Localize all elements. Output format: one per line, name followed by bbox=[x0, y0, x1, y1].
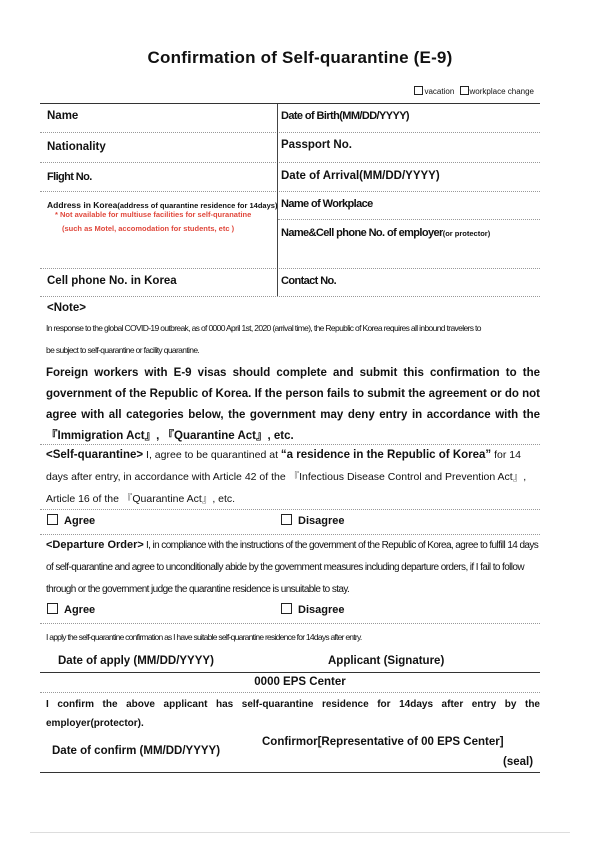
sq-disagree-checkbox[interactable] bbox=[281, 514, 292, 525]
row-divider bbox=[278, 219, 540, 220]
address-sub: (address of quarantine residence for 14days) bbox=[117, 201, 278, 210]
self-quarantine-heading: <Self-quarantine> bbox=[46, 449, 144, 461]
workplace-change-label: workplace change bbox=[469, 87, 534, 96]
section-divider bbox=[40, 692, 540, 693]
purpose-options bbox=[414, 86, 534, 96]
self-quarantine-text1: I, agree to be quarantined at bbox=[143, 449, 281, 461]
contact-label: Contact No. bbox=[281, 275, 337, 287]
address-main: Address in Korea bbox=[47, 200, 118, 210]
do-disagree-option[interactable] bbox=[281, 603, 344, 616]
employer-main: Name&Cell phone No. of employer bbox=[281, 227, 443, 239]
departure-order-heading: <Departure Order> bbox=[46, 539, 144, 551]
vacation-checkbox[interactable] bbox=[414, 86, 423, 95]
flight-label: Flight No. bbox=[47, 171, 92, 183]
note-heading: <Note> bbox=[47, 302, 86, 314]
sq-agree-checkbox[interactable] bbox=[47, 514, 58, 525]
center-name: 0000 EPS Center bbox=[254, 676, 346, 688]
departure-order-paragraph bbox=[46, 534, 546, 601]
cell-label: Cell phone No. in Korea bbox=[47, 275, 177, 287]
do-disagree-label: Disagree bbox=[298, 604, 345, 616]
address-note-1: * Not available for multiuse facilities for self-quranatine bbox=[55, 210, 252, 219]
row-divider bbox=[40, 162, 540, 163]
note-line-1: In response to the global COVID-19 outbreak, as of 0000 April 1st, 2020 (arrival time), the Republic of Korea requires all inbound travelers to bbox=[46, 323, 481, 333]
seal-label: (seal) bbox=[503, 756, 534, 768]
vacation-label: vacation bbox=[424, 87, 455, 96]
passport-label: Passport No. bbox=[281, 139, 352, 151]
apply-statement: I apply the self-quarantine confirmation as I have suitable self-quarantine residence for 14days after entry. bbox=[46, 632, 362, 642]
sq-disagree-option[interactable] bbox=[281, 514, 344, 527]
form-title: Confirmation of Self-quarantine (E-9) bbox=[147, 48, 453, 67]
self-quarantine-quote: “a residence in the Republic of Korea” bbox=[280, 449, 492, 461]
sq-agree-option[interactable] bbox=[47, 514, 95, 527]
date-of-confirm-label: Date of confirm (MM/DD/YYYY) bbox=[52, 745, 221, 757]
page-edge-line bbox=[30, 832, 570, 833]
row-divider bbox=[40, 191, 540, 192]
row-divider bbox=[40, 268, 540, 269]
departure-order-text: I, in compliance with the instructions of the government of the Republic of Korea, agree to fulfill 14 days of self-quarantine and agree to unconditionally abide by the government measures including departure orders, if I fail to follow through or the government judge the quarantine residence is unsuitable to stay. bbox=[46, 540, 539, 595]
do-agree-option[interactable] bbox=[47, 603, 95, 616]
dob-label: Date of Birth(MM/DD/YYYY) bbox=[281, 110, 410, 122]
separator-line bbox=[40, 672, 540, 673]
section-divider bbox=[40, 509, 540, 510]
do-agree-checkbox[interactable] bbox=[47, 603, 58, 614]
employer-label bbox=[281, 223, 490, 241]
table-bottom-border bbox=[40, 772, 540, 773]
date-of-apply-label: Date of apply (MM/DD/YYYY) bbox=[58, 655, 214, 667]
address-note-2: (such as Motel, accomodation for students, etc ) bbox=[62, 224, 235, 233]
note-bold-paragraph: Foreign workers with E-9 visas should complete and submit this confirmation to the government of the Republic of Korea. If the person fails to submit the agreement or do not agree with all categories below, the government may deny entry in accordance with the 『Immigration Act』, 『Quarantine Act』, etc. bbox=[46, 367, 540, 442]
self-quarantine-paragraph bbox=[46, 444, 546, 510]
name-label: Name bbox=[47, 110, 79, 122]
note-line-2: be subject to self-quarantine or facility quarantine. bbox=[46, 345, 200, 355]
confirm-statement: I confirm the above applicant has self-quarantine residence for 14days after entry by the employer(protector). bbox=[46, 699, 540, 729]
workplace-label: Name of Workplace bbox=[281, 198, 373, 210]
nationality-label: Nationality bbox=[47, 141, 106, 153]
section-divider bbox=[40, 623, 540, 624]
workplace-change-checkbox[interactable] bbox=[460, 86, 469, 95]
row-divider bbox=[40, 296, 540, 297]
sq-disagree-label: Disagree bbox=[298, 515, 345, 527]
self-quarantine-text2: for 14 days after entry, in accordance with Article 42 of the 『Infectious Disease Control and Prevention Act』, Article 16 of the 『Quarantine Act』, etc. bbox=[46, 449, 527, 505]
sq-agree-label: Agree bbox=[64, 515, 96, 527]
row-divider bbox=[40, 132, 540, 133]
applicant-signature-label: Applicant (Signature) bbox=[328, 655, 445, 667]
employer-sub: (or protector) bbox=[442, 229, 491, 238]
do-agree-label: Agree bbox=[64, 604, 96, 616]
confirmor-label: Confirmor[Representative of 00 EPS Center] bbox=[262, 736, 504, 748]
table-top-border bbox=[40, 103, 540, 104]
arrival-label: Date of Arrival(MM/DD/YYYY) bbox=[281, 170, 440, 182]
do-disagree-checkbox[interactable] bbox=[281, 603, 292, 614]
